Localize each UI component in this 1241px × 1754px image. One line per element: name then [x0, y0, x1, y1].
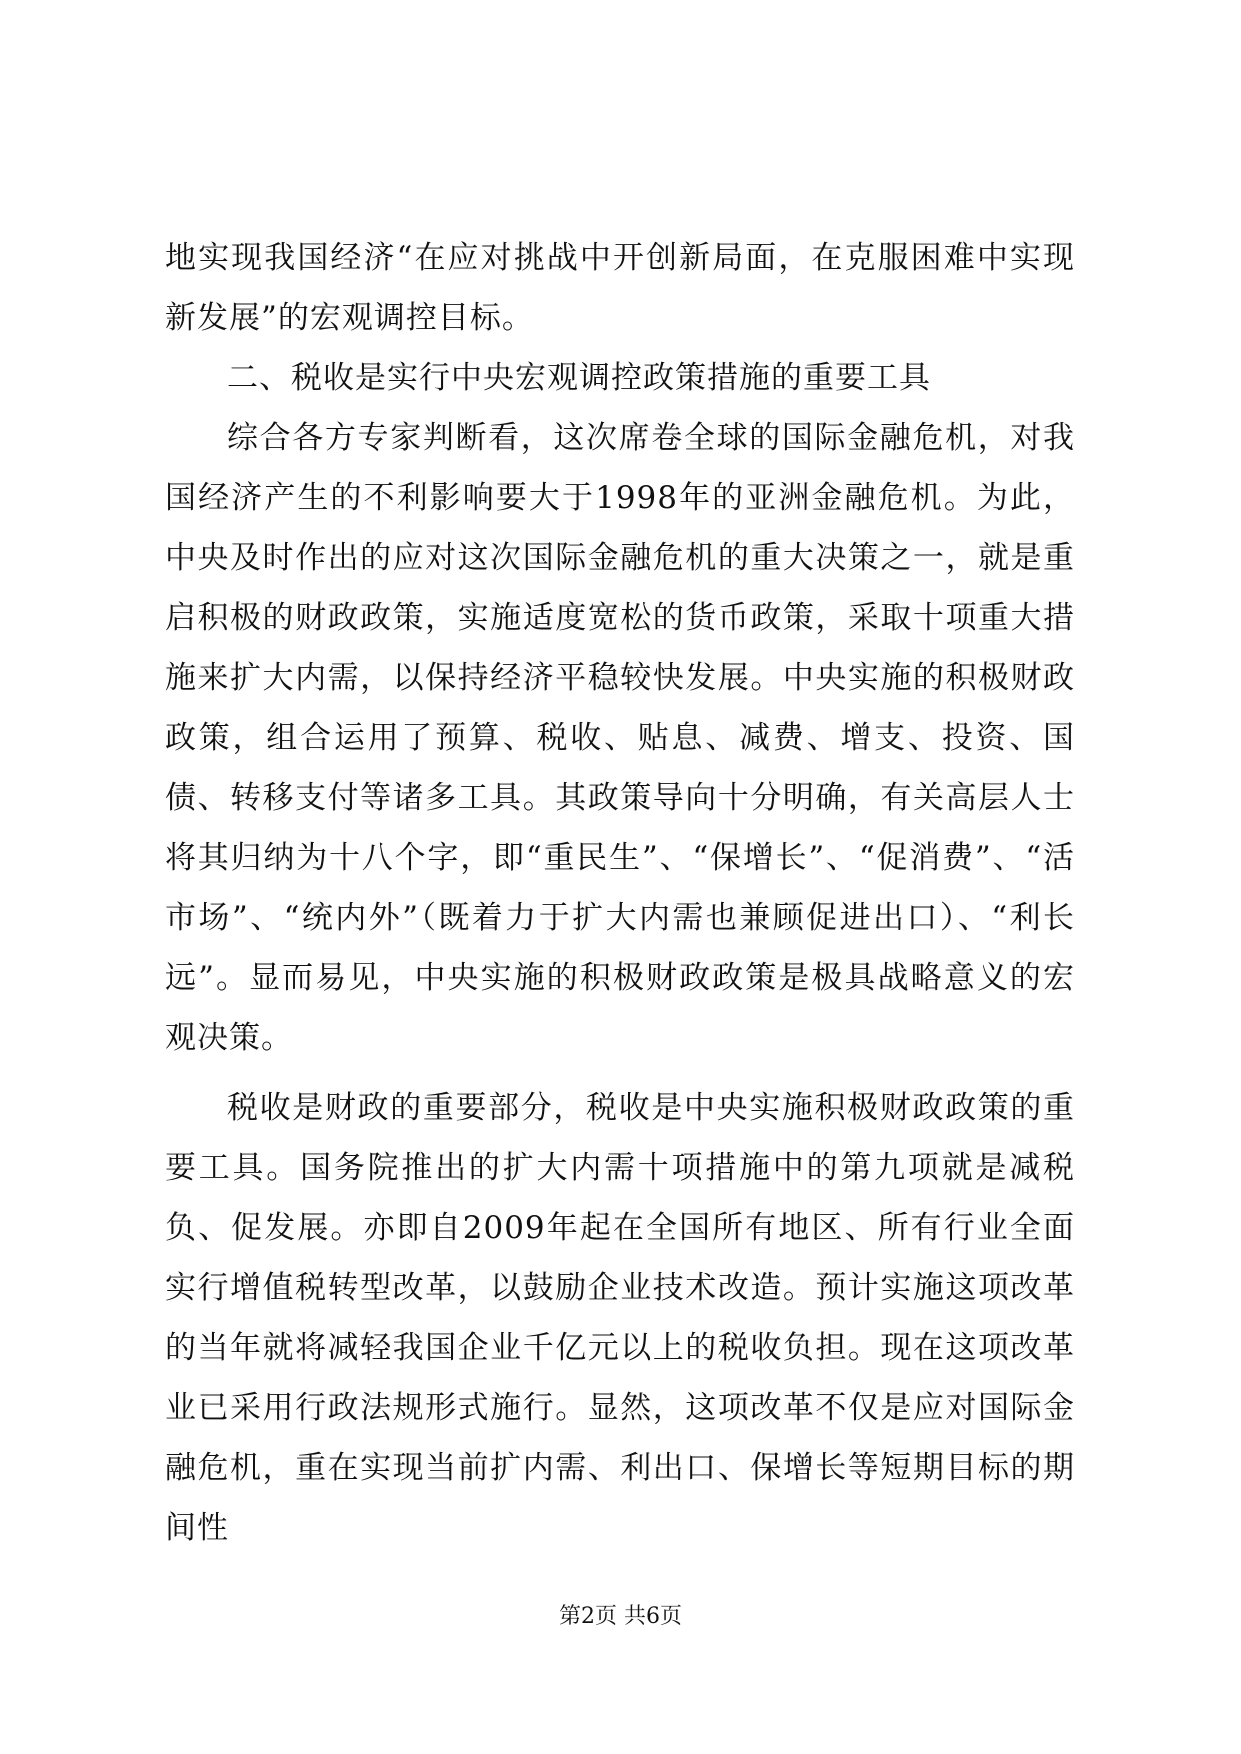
paragraph-policy-overview: 综合各方专家判断看，这次席卷全球的国际金融危机，对我国经济产生的不利影响要大于1998年的亚洲金融危机。为此，中央及时作出的应对这次国际金融危机的重大决策之一，就是重启积极的财政政策，实施适度宽松的货币政策，采取十项重大措施来扩大内需，以保持经济平稳较快发展。中央实施的积极财政政策，组合运用了预算、税收、贴息、减费、增支、投资、国债、转移支付等诸多工具。其政策导向十分明确，有关高层人士将其归纳为十八个字，即“重民生”、“保增长”、“促消费”、“活市场”、“统内外”（既着力于扩大内需也兼顾促进出口）、“利长远”。显而易见，中央实施的积极财政政策是极具战略意义的宏观决策。: [165, 420, 1075, 1056]
paragraph-continuation: 地实现我国经济“在应对挑战中开创新局面，在克服困难中实现新发展”的宏观调控目标。: [165, 240, 1075, 336]
document-body: [165, 228, 1075, 1558]
section-heading: 二、税收是实行中央宏观调控政策措施的重要工具: [227, 360, 931, 396]
paragraph-tax-tool: 税收是财政的重要部分，税收是中央实施积极财政政策的重要工具。国务院推出的扩大内需十项措施中的第九项就是减税负、促发展。亦即自2009年起在全国所有地区、所有行业全面实行增值税转型改革，以鼓励企业技术改造。预计实施这项改革的当年就将减轻我国企业千亿元以上的税收负担。现在这项改革业已采用行政法规形式施行。显然，这项改革不仅是应对国际金融危机，重在实现当前扩内需、利出口、保增长等短期目标的期间性: [165, 1090, 1075, 1546]
page-footer: 第2页 共6页: [559, 1604, 682, 1629]
